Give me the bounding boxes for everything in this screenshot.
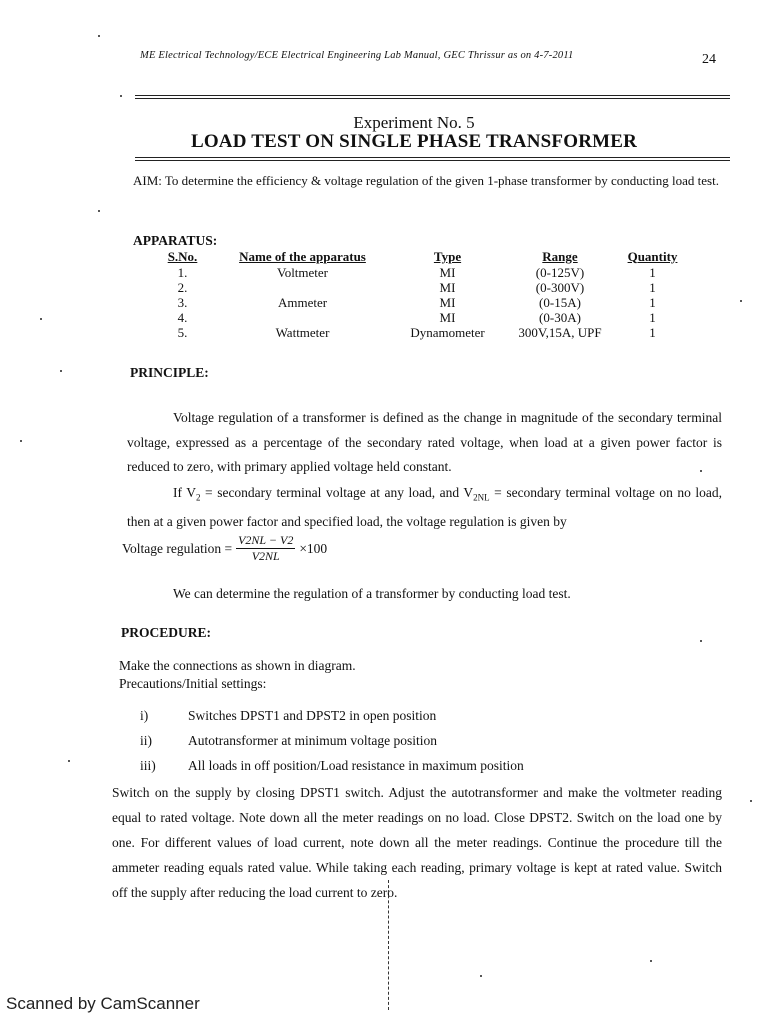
cell-range: (0-125V)	[535, 265, 585, 280]
cell-type: MI	[439, 280, 456, 295]
list-item-number: ii)	[140, 733, 152, 748]
cell-sno: 4.	[177, 310, 188, 325]
cell-name: Voltmeter	[276, 265, 329, 280]
scan-speck	[700, 640, 702, 642]
procedure-intro	[119, 657, 356, 693]
para2-part-b: = secondary terminal voltage at any load, and V	[200, 485, 474, 500]
principle-heading: PRINCIPLE:	[130, 365, 209, 380]
table-row	[150, 295, 690, 310]
cell-type: MI	[439, 265, 456, 280]
list-item-text: Autotransformer at minimum voltage position	[188, 733, 437, 748]
apparatus-header-row	[150, 248, 690, 265]
principle-paragraph-1: Voltage regulation of a transformer is defined as the change in magnitude of the secondary terminal voltage, expressed as a percentage of the secondary rated voltage, when load at a given power factor is reduced to zero, with primary applied voltage held constant.	[127, 410, 722, 474]
list-item	[140, 703, 524, 728]
cell-type: MI	[439, 295, 456, 310]
cell-qty: 1	[649, 295, 656, 310]
procedure-heading: PROCEDURE:	[121, 625, 211, 640]
scan-speck	[20, 440, 22, 442]
cell-sno: 5.	[177, 325, 188, 340]
cell-name	[215, 310, 390, 325]
para2-part-c: = secondary terminal voltage on no load, then at a given power factor and specified load, the voltage regulation is given by	[127, 485, 722, 530]
cell-sno: 3.	[177, 295, 188, 310]
cell-name: Ammeter	[277, 295, 328, 310]
list-item	[140, 753, 524, 778]
scan-speck	[700, 470, 702, 472]
col-header-type: Type	[433, 248, 462, 264]
scan-speck	[750, 800, 752, 802]
formula-multiplier: ×100	[299, 540, 328, 556]
scan-speck	[98, 210, 100, 212]
precautions-list	[140, 703, 524, 778]
scan-speck	[98, 35, 100, 37]
cell-range: 300V,15A, UPF	[518, 325, 602, 340]
list-item	[140, 728, 524, 753]
col-header-name: Name of the apparatus	[239, 248, 366, 264]
scan-speck	[68, 760, 70, 762]
cell-name: Wattmeter	[275, 325, 330, 340]
cell-type: MI	[439, 310, 456, 325]
cell-qty: 1	[649, 310, 656, 325]
cell-range: (0-15A)	[539, 295, 581, 310]
para2-part-a: If V	[173, 485, 197, 500]
scan-fold-line	[388, 880, 389, 1010]
table-row	[150, 280, 690, 295]
cell-name	[215, 280, 390, 295]
table-row	[150, 265, 690, 280]
table-row	[150, 310, 690, 325]
procedure-paragraph: Switch on the supply by closing DPST1 switch. Adjust the autotransformer and make the voltmeter reading equal to rated voltage. Note down all the meter readings on no load. Close DPST2. Switch on the load one by one. For different values of load current, note down all the meter readings. Continue the procedure till the ammeter reading equals rated value. While taking each reading, primary voltage is kept at rated value. Switch off the supply after reducing the load current to zero.	[112, 785, 722, 900]
cell-range: (0-300V)	[535, 280, 585, 295]
principle-paragraph-3: We can determine the regulation of a transformer by conducting load test.	[173, 586, 571, 601]
cell-qty: 1	[649, 325, 656, 340]
regulation-formula	[122, 533, 327, 564]
apparatus-heading: APPARATUS:	[133, 233, 218, 248]
scan-speck	[650, 960, 652, 962]
table-row	[150, 325, 690, 340]
cell-qty: 1	[649, 280, 656, 295]
list-item-number: iii)	[140, 758, 156, 773]
procedure-line-2: Precautions/Initial settings:	[119, 676, 267, 691]
formula-numerator: V2NL − V2	[238, 533, 294, 547]
header-rule	[135, 95, 730, 99]
principle-paragraph-2	[127, 481, 722, 535]
title-rule	[135, 157, 730, 161]
subscript-2nl: 2NL	[473, 492, 490, 503]
experiment-number: Experiment No. 5	[353, 113, 475, 132]
scan-speck	[40, 318, 42, 320]
col-header-range: Range	[542, 248, 578, 264]
cell-sno: 1.	[177, 265, 188, 280]
aim-text: AIM: To determine the efficiency & voltage regulation of the given 1-phase transformer by conducting load test.	[133, 173, 719, 188]
cell-qty: 1	[649, 265, 656, 280]
list-item-text: Switches DPST1 and DPST2 in open position	[188, 708, 437, 723]
formula-label: Voltage regulation =	[122, 540, 233, 556]
scan-speck	[480, 975, 482, 977]
scanner-watermark: Scanned by CamScanner	[6, 994, 200, 1013]
cell-sno: 2.	[177, 280, 188, 295]
cell-type: Dynamometer	[410, 325, 485, 340]
formula-fraction	[236, 533, 295, 564]
experiment-title: LOAD TEST ON SINGLE PHASE TRANSFORMER	[190, 131, 638, 152]
scan-speck	[60, 370, 62, 372]
apparatus-table	[150, 248, 690, 340]
col-header-quantity: Quantity	[627, 248, 678, 264]
list-item-text: All loads in off position/Load resistance in maximum position	[188, 758, 524, 773]
scan-speck	[120, 95, 122, 97]
procedure-line-1: Make the connections as shown in diagram.	[119, 658, 356, 673]
col-header-sno: S.No.	[167, 248, 198, 264]
scan-speck	[740, 300, 742, 302]
list-item-number: i)	[140, 708, 149, 723]
subscript-2: 2	[196, 492, 201, 503]
page-number: 24	[702, 52, 716, 67]
cell-range: (0-30A)	[539, 310, 581, 325]
page-header: ME Electrical Technology/ECE Electrical Engineering Lab Manual, GEC Thrissur as on 4-7-2011	[140, 50, 574, 61]
formula-denominator: V2NL	[251, 549, 280, 563]
